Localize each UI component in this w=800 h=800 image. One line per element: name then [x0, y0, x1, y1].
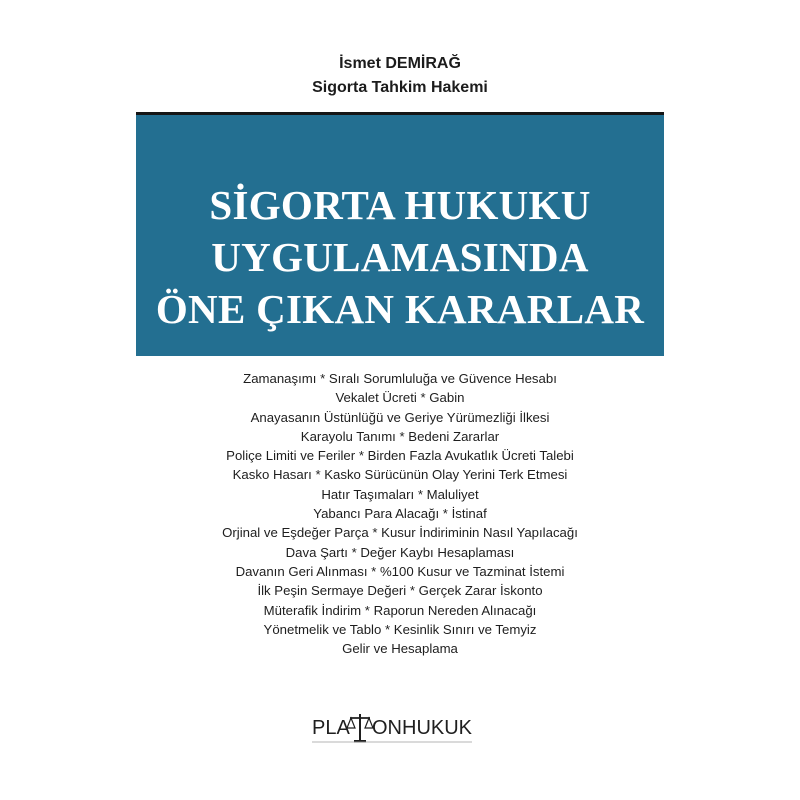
book-cover [136, 12, 664, 788]
book-title-line-1: SİGORTA HUKUKU [209, 182, 591, 228]
topic-line: Zamanaşımı * Sıralı Sorumluluğa ve Güvence Hesabı [243, 371, 557, 386]
topic-line: Anayasanın Üstünlüğü ve Geriye Yürümezliği İlkesi [250, 409, 550, 425]
author-role: Sigorta Tahkim Hakemi [312, 79, 488, 96]
topic-line: Poliçe Limiti ve Feriler * Birden Fazla Avukatlık Ücreti Talebi [226, 448, 574, 464]
publisher-logo-part-2: ON [372, 717, 402, 739]
topic-line: Yönetmelik ve Tablo * Kesinlik Sınırı ve Temyiz [263, 621, 537, 637]
publisher-logo [312, 706, 488, 750]
topic-line: Gelir ve Hesaplama [342, 641, 458, 657]
topic-line: Orjinal ve Eşdeğer Parça * Kusur İndiriminin Nasıl Yapılacağı [222, 525, 578, 541]
publisher-logo-part-3: HUKUK [402, 717, 473, 739]
title-band [136, 115, 664, 356]
author-name: İsmet DEMİRAĞ [339, 55, 461, 72]
book-title-line-3: ÖNE ÇIKAN KARARLAR [155, 286, 645, 332]
topic-line: Vekalet Ücreti * Gabin [335, 390, 465, 406]
book-title-line-2: UYGULAMASINDA [211, 234, 589, 280]
topic-line: Karayolu Tanımı * Bedeni Zararlar [300, 428, 500, 444]
author-block [136, 52, 664, 100]
topic-line: Hatır Taşımaları * Maluliyet [321, 486, 479, 502]
scales-of-justice-icon [347, 714, 373, 743]
book-title [136, 179, 664, 335]
topic-line: Kasko Hasarı * Kasko Sürücünün Olay Yerini Terk Etmesi [232, 467, 568, 483]
topic-line: Yabancı Para Alacağı * İstinaf [313, 506, 487, 522]
topic-line: Müterafik İndirim * Raporun Nereden Alınacağı [263, 602, 537, 618]
topic-line: Dava Şartı * Değer Kaybı Hesaplaması [285, 544, 515, 560]
topic-list [136, 369, 664, 658]
topic-line: İlk Peşin Sermaye Değeri * Gerçek Zarar İskonto [257, 583, 543, 599]
topic-line: Davanın Geri Alınması * %100 Kusur ve Tazminat İstemi [235, 563, 565, 579]
publisher-logo-part-1: PLA [312, 717, 350, 739]
